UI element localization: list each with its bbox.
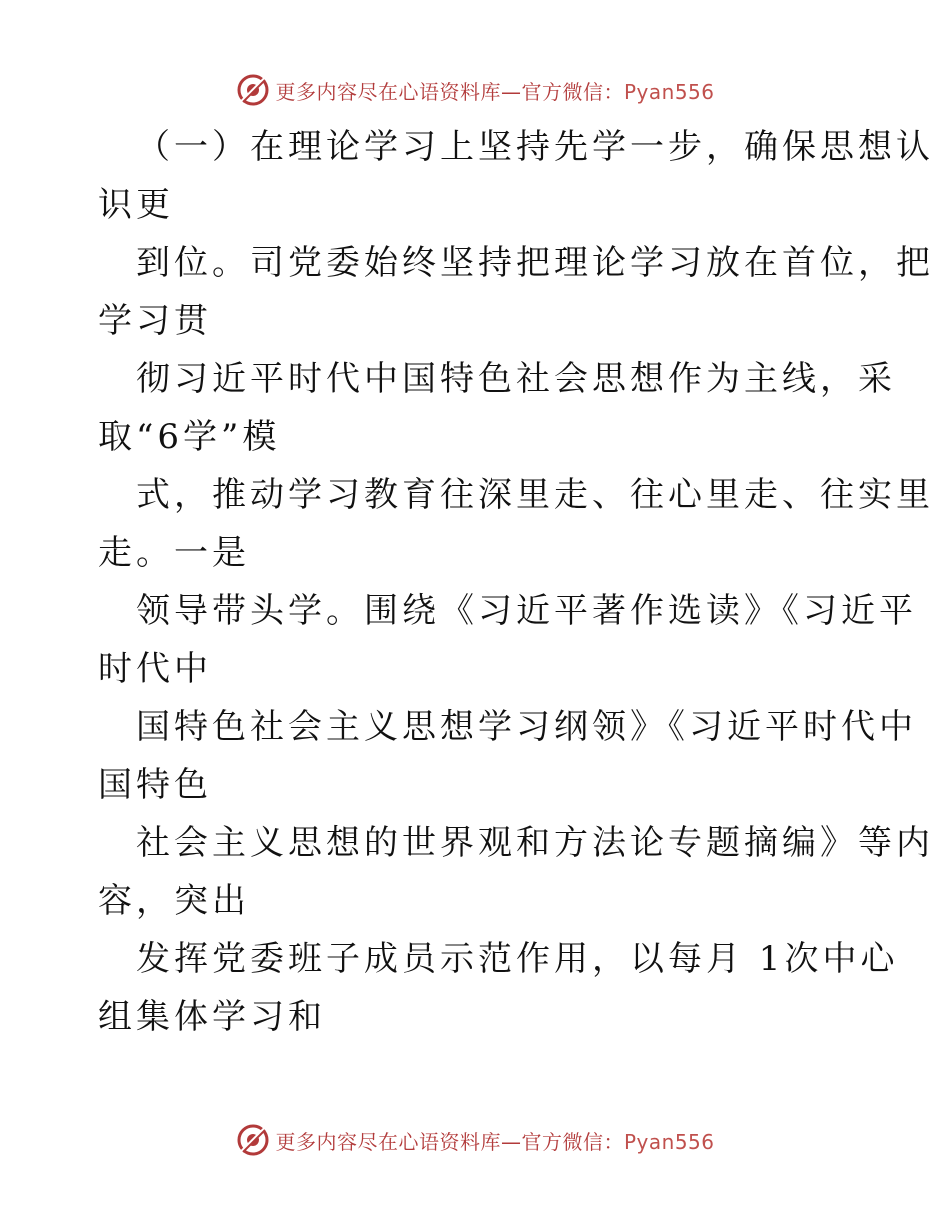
body-line: 发挥党委班子成员示范作用，以每月 1次中心 — [136, 939, 899, 979]
body-line: 时代中 — [98, 649, 212, 689]
watermark-wechat-label: 官方微信： — [521, 79, 624, 104]
footer-watermark — [0, 1120, 950, 1160]
logo-icon — [235, 1122, 271, 1158]
body-line: 组集体学习和 — [98, 997, 326, 1037]
body-line: 取“6学”模 — [98, 417, 281, 457]
document-body — [98, 118, 934, 1046]
watermark-wechat-label: 官方微信： — [521, 1129, 624, 1154]
body-line: （一）在理论学习上坚持先学一步，确保思想认 — [136, 127, 934, 167]
body-line: 识更 — [98, 185, 174, 225]
body-line: 走。一是 — [98, 533, 250, 573]
body-line: 到位。司党委始终坚持把理论学习放在首位，把 — [136, 243, 934, 283]
logo-icon — [235, 72, 271, 108]
watermark-main: 更多内容尽在心语资料库 — [275, 1129, 501, 1154]
body-line: 领导带头学。围绕《习近平著作选读》《习近平 — [136, 591, 917, 631]
watermark-main: 更多内容尽在心语资料库 — [275, 79, 501, 104]
body-line: 容，突出 — [98, 881, 250, 921]
watermark-text — [275, 76, 714, 105]
body-line: 式，推动学习教育往深里走、往心里走、往实里 — [136, 475, 934, 515]
body-line: 社会主义思想的世界观和方法论专题摘编》等内 — [136, 823, 934, 863]
watermark-separator: — — [500, 1129, 522, 1154]
watermark-wechat-id: Pyan556 — [623, 79, 715, 104]
body-line: 彻习近平时代中国特色社会思想作为主线，采 — [136, 359, 896, 399]
watermark-separator: — — [500, 79, 522, 104]
body-line: 国特色 — [98, 765, 212, 805]
body-line: 国特色社会主义思想学习纲领》《习近平时代中 — [136, 707, 917, 747]
watermark-wechat-id: Pyan556 — [623, 1129, 715, 1154]
body-line: 学习贯 — [98, 301, 212, 341]
header-watermark — [0, 70, 950, 110]
watermark-text — [275, 1126, 714, 1155]
